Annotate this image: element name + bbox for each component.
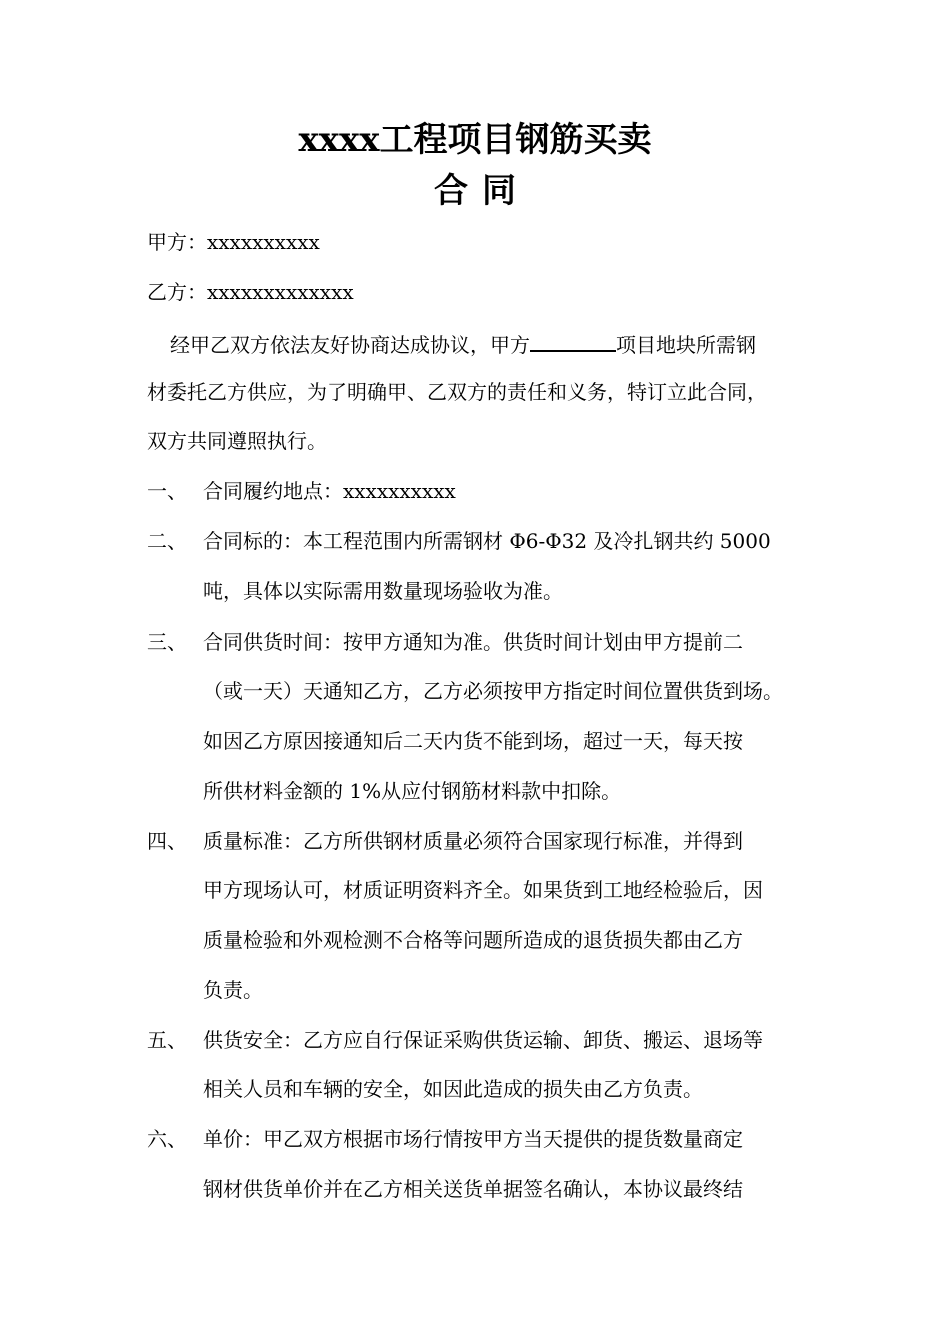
- intro-line-1-before: 经甲乙双方依法友好协商达成协议，甲方: [170, 333, 530, 357]
- clause-4-line-2: 甲方现场认可，材质证明资料齐全。如果货到工地经检验后，因: [203, 878, 763, 902]
- clause-1-number: 一、: [147, 479, 187, 503]
- clause-4-number: 四、: [147, 829, 187, 853]
- clause-6-number: 六、: [147, 1127, 187, 1151]
- clause-2-number: 二、: [147, 529, 187, 553]
- clause-2-line-1: 合同标的：本工程范围内所需钢材 Φ6-Φ32 及冷扎钢共约 5000: [203, 529, 771, 553]
- intro-line-2: 材委托乙方供应，为了明确甲、乙双方的责任和义务，特订立此合同，: [147, 380, 767, 404]
- intro-line-1-after: 项目地块所需钢: [616, 333, 756, 357]
- project-blank: [530, 330, 616, 352]
- clause-6-line-1: 单价：甲乙双方根据市场行情按甲方当天提供的提货数量商定: [203, 1127, 743, 1151]
- intro-line-1: [170, 330, 756, 357]
- party-b: 乙方：xxxxxxxxxxxxx: [147, 280, 354, 304]
- clause-3-line-3: 如因乙方原因接通知后二天内货不能到场，超过一天，每天按: [203, 729, 743, 753]
- clause-6-line-2: 钢材供货单价并在乙方相关送货单据签名确认，本协议最终结: [203, 1177, 743, 1201]
- clause-5-line-2: 相关人员和车辆的安全，如因此造成的损失由乙方负责。: [203, 1077, 703, 1101]
- title-line-2: 合同: [434, 171, 530, 211]
- clause-3-line-1: 合同供货时间：按甲方通知为准。供货时间计划由甲方提前二: [203, 630, 743, 654]
- clause-3-line-2: （或一天）天通知乙方，乙方必须按甲方指定时间位置供货到场。: [203, 679, 783, 703]
- clause-4-line-1: 质量标准：乙方所供钢材质量必须符合国家现行标准，并得到: [203, 829, 743, 853]
- party-a: 甲方：xxxxxxxxxx: [147, 230, 320, 254]
- clause-3-number: 三、: [147, 630, 187, 654]
- clause-1-line-1: 合同履约地点：xxxxxxxxxx: [203, 479, 456, 503]
- clause-4-line-3: 质量检验和外观检测不合格等问题所造成的退货损失都由乙方: [203, 928, 743, 952]
- title-line-1: xxxx工程项目钢筋买卖: [298, 120, 652, 160]
- clause-4-line-4: 负责。: [203, 978, 263, 1002]
- clause-5-number: 五、: [147, 1028, 187, 1052]
- clause-5-line-1: 供货安全：乙方应自行保证采购供货运输、卸货、搬运、退场等: [203, 1028, 763, 1052]
- clause-2-line-2: 吨，具体以实际需用数量现场验收为准。: [203, 579, 563, 603]
- intro-line-3: 双方共同遵照执行。: [147, 429, 327, 453]
- clause-3-line-4: 所供材料金额的 1%从应付钢筋材料款中扣除。: [203, 779, 622, 803]
